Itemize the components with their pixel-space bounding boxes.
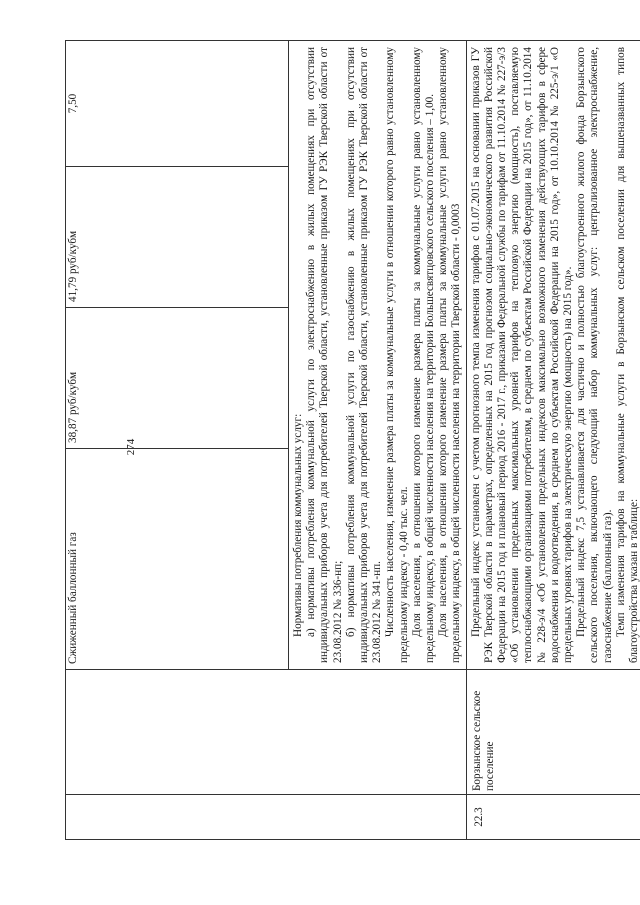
description-cell bbox=[66, 41, 467, 670]
gas-name: Сжиженный баллонный газ bbox=[66, 449, 289, 670]
block1-text bbox=[289, 41, 466, 669]
paragraph: б) нормативы потребления коммунальной услуги по газоснабжению в жилых помещениях при отсутствии индивидуальных приборов учета для потребителей Тверской области, установленные приказом ГУ РЭК Тверской области от 23.08.2012 № 341-нп. bbox=[344, 47, 384, 663]
paragraph: Численность населения, изменение размера платы за коммунальные услуги в отношении которого равно установленному предельному индексу - 0,40 тыс. чел. bbox=[384, 47, 410, 663]
gas-price-2: 41,79 руб/кубм bbox=[66, 167, 289, 308]
table-row bbox=[466, 41, 640, 840]
paragraph: Предельный индекс 7,5 устанавливается для частично и полностью благоустроенного жилого фонда Борзынского сельского поселения, включающего следующий набор коммунальных услуг: централизованное электроснабжение, газоснабжение (баллонный газ). bbox=[575, 47, 614, 663]
gas-price-row bbox=[66, 41, 289, 669]
row2-text bbox=[467, 41, 640, 669]
paragraph: а) нормативы потребления коммунальной услуги по электроснабжению в жилых помещениях при отсутствии индивидуальных приборов учета для потребителей Тверской области, установленные приказом ГУ РЭК Тверской области от 23.08.2012 № 336-нп; bbox=[305, 47, 344, 663]
paragraph: Предельный индекс установлен с учетом прогнозного темпа изменения тарифов с 01.07.2015 на основании приказов ГУ РЭК Тверской области в параметрах, определенных на 2015 год прогнозом социально-экономического развития Российской Федерации на 2015 год и плановый период 2016 - 2017 г., приказами Федеральной службы по тарифам от 11.10.2014 № 227-э/3 «Об установлении предельных максимальных уровней тарифов на тепловую энергию (мощность), поставляемую теплоснабжающими организациями потребителям, в среднем по субъектам Российской Федерации на 2015 год», от 11.10.2014 № 228-э/4 «Об установлении предельных индексов максимально возможного изменения действующих тарифов в сфере водоснабжения и водоотведения, в среднем по субъектам Российской Федерации на 2015 год», от 10.10.2014 № 225-э/1 «О предельных уровнях тарифов на электрическую энергию (мощность) на 2015 год». bbox=[469, 47, 575, 663]
paragraph: Нормативы потребления коммунальных услуг: bbox=[292, 413, 304, 637]
paragraph: Доля населения, в отношении которого изменение размера платы за коммунальные услуги равно установленному предельному индексу, в общей численности населения на территории Большесвятцовского сельского поселения – 1,00. bbox=[410, 47, 437, 663]
rotated-table-container bbox=[65, 40, 640, 840]
paragraph: Темп изменения тарифов на коммунальные услуги в Борзынском сельском поселении для вышеназванных типов благоустройства указан в таблице: bbox=[614, 47, 640, 663]
paragraph: Доля населения, в отношении которого изменение размера платы за коммунальные услуги равно установленному предельному индексу, в общей численности населения на территории Тверской области - 0,0003 bbox=[437, 47, 463, 663]
settlement-name-cell: Борзынское сельское поселение bbox=[466, 670, 640, 795]
gas-index: 7,50 bbox=[66, 41, 289, 167]
page-number: 274 bbox=[125, 438, 137, 456]
tariff-table bbox=[65, 40, 640, 840]
gas-price-1: 38,87 руб/кубм bbox=[66, 308, 289, 449]
gas-price-table bbox=[66, 41, 289, 669]
description-cell bbox=[466, 41, 640, 670]
settlement-name-cell bbox=[66, 670, 467, 795]
row-number-cell bbox=[66, 795, 467, 840]
row-number-cell: 22.3 bbox=[466, 795, 640, 840]
table-row bbox=[66, 41, 467, 840]
